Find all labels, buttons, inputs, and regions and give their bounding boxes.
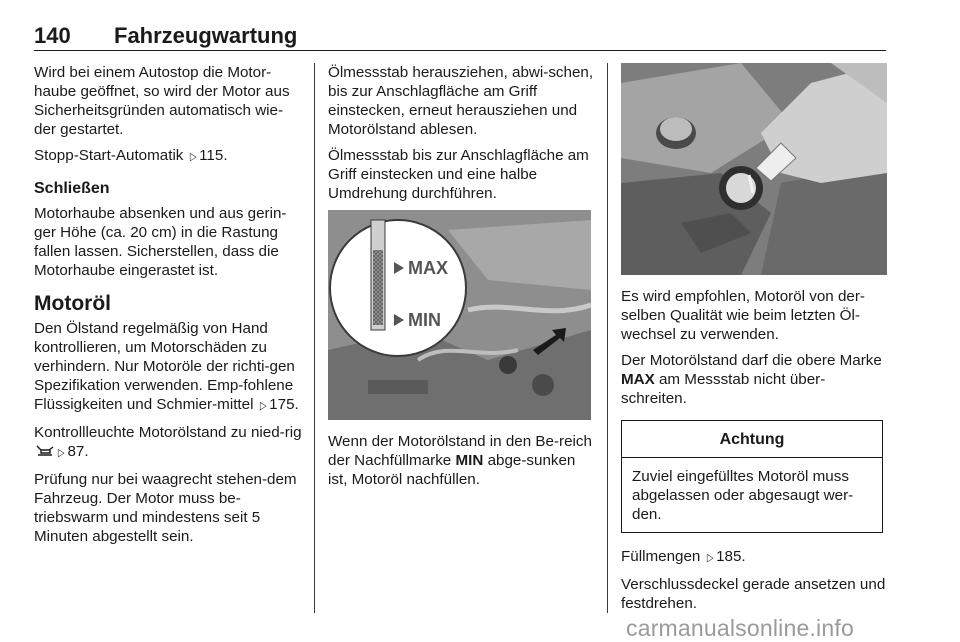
page-title: Fahrzeugwartung (114, 23, 298, 48)
caution-text: Zuviel eingefülltes Motoröl muss abgelassen oder abgesaugt wer-den. (632, 468, 854, 523)
dipstick-figure (328, 210, 591, 420)
oil-level-warning-icon (36, 442, 54, 461)
paragraph-max-level: Der Motorölstand darf die obere Marke MAX am Messstab nicht über-schreiten. (621, 352, 882, 407)
caution-title: Achtung (622, 421, 882, 458)
column-2 (328, 63, 594, 496)
min-mark-label: MIN (408, 310, 441, 330)
oil-fill-figure (621, 63, 887, 275)
page-ref-icon: ▷ (57, 447, 65, 459)
heading-schliessen: Schließen (34, 180, 110, 197)
paragraph-dipstick-insert: Ölmessstab bis zur Anschlagfläche am Griff einstecken und eine halbe Umdrehung durchführen. (328, 147, 589, 202)
max-mark-label: MAX (408, 258, 448, 278)
page-ref-icon: ▷ (706, 552, 714, 564)
paragraph-stopp-start: Stopp-Start-Automatik ▷ 115. (34, 146, 304, 167)
page-ref-icon: ▷ (259, 400, 267, 412)
paragraph-cap-fitting: Verschlussdeckel gerade ansetzen und festdrehen. (621, 576, 886, 612)
paragraph-oil-check: Den Ölstand regelmäßig von Hand kontrollieren, um Motorschäden zu verhindern. Nur Motoröle der richti-gen Spezifikation verwenden. Emp-fohlene Flüssigkeiten und Schmier-mittel ▷ 175. (34, 319, 304, 416)
page-ref-link[interactable]: 87. (67, 443, 89, 460)
page-number: 140 (34, 23, 71, 48)
paragraph-close-hood: Motorhaube absenken und aus gerin-ger Höhe (ca. 20 cm) in die Rastung fallen lassen. Sicherstellen, dass die Motorhaube eingerastet ist. (34, 205, 287, 279)
paragraph-dipstick-remove: Ölmessstab herausziehen, abwi-schen, bis zur Anschlagfläche am Griff einstecken, erneut herausziehen und Motorölstand ablesen. (328, 64, 594, 138)
oil-filling-illustration (621, 63, 887, 275)
engine-dipstick-illustration (328, 210, 591, 420)
paragraph-capacities: Füllmengen ▷ 185. (621, 547, 887, 568)
page-ref-link[interactable]: 115. (199, 147, 228, 164)
page-ref-link[interactable]: 175. (269, 396, 299, 413)
paragraph-warning-light: Kontrollleuchte Motorölstand zu nied-rig ▷ 87. (34, 423, 304, 463)
paragraph-top-up: Wenn der Motorölstand in den Be-reich der Nachfüllmarke MIN abge-sunken ist, Motoröl nachfüllen. (328, 433, 592, 488)
watermark: carmanualsonline.info (626, 615, 854, 641)
page-header (34, 20, 886, 51)
column-1 (34, 63, 304, 553)
column-divider-2 (607, 63, 608, 613)
column-3 (621, 63, 887, 620)
paragraph-oil-recommendation: Es wird empfohlen, Motoröl von der-selben Qualität wie beim letzten Öl-wechsel zu verwenden. (621, 288, 865, 343)
paragraph-autostop: Wird bei einem Autostop die Motor-haube geöffnet, so wird der Motor aus Sicherheitsgründen automatisch wie-der gestartet. (34, 64, 290, 138)
heading-motoroel: Motoröl (34, 292, 111, 315)
page-ref-icon: ▷ (189, 151, 197, 163)
paragraph-level-check-conditions: Prüfung nur bei waagrecht stehen-dem Fahrzeug. Der Motor muss be-triebswarm und mindestens seit 5 Minuten abgestellt sein. (34, 471, 297, 545)
page-ref-link[interactable]: 185. (716, 548, 746, 565)
column-divider-1 (314, 63, 315, 613)
caution-box (621, 420, 883, 533)
